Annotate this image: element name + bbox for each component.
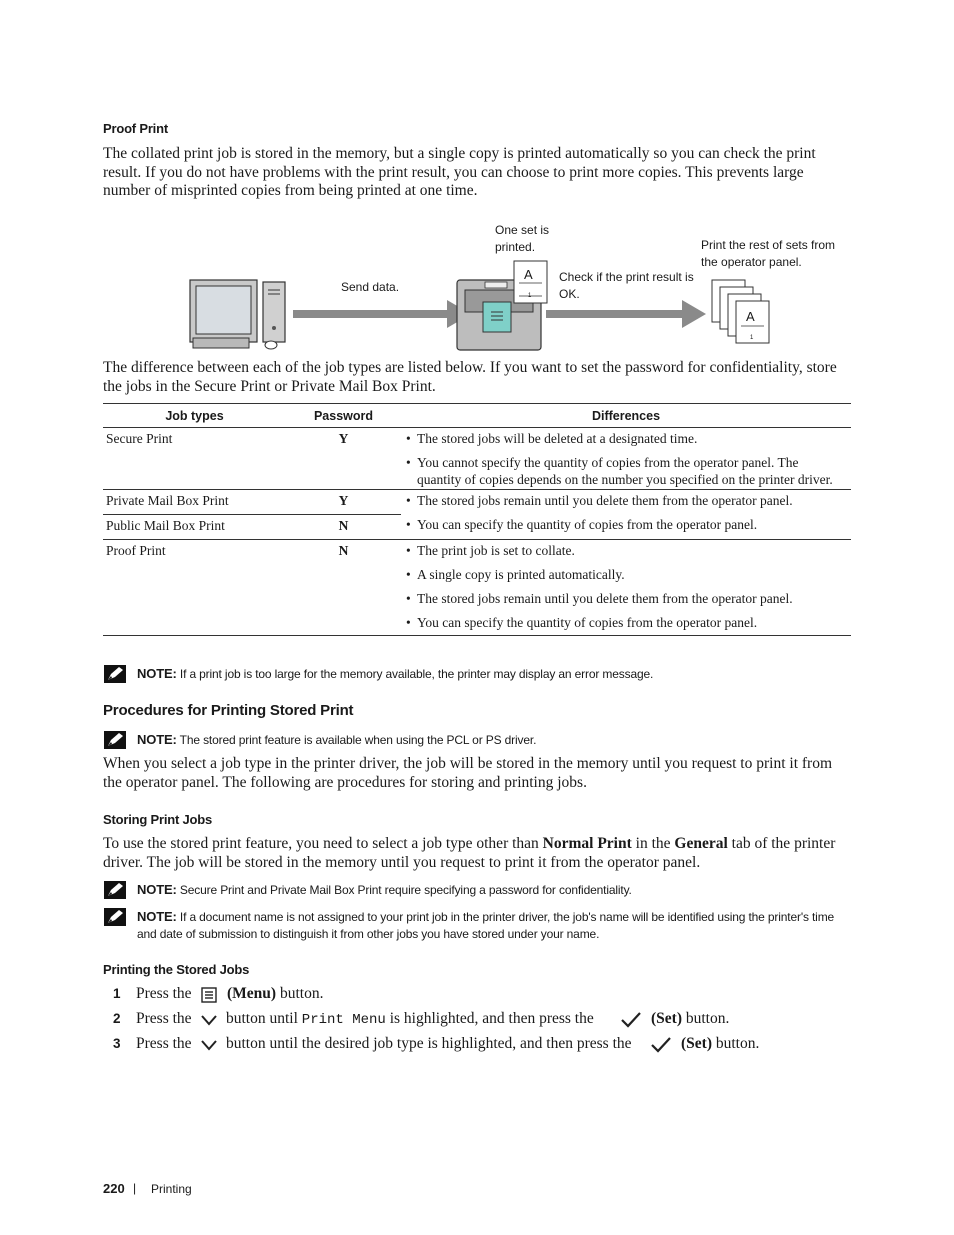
- section-heading-storing: Storing Print Jobs: [103, 812, 213, 827]
- list-item: • The stored jobs will be deleted at a designated time.: [401, 430, 833, 447]
- checkmark-icon: [620, 1011, 642, 1029]
- job-type-cell: [103, 490, 286, 540]
- section-heading-proof-print: Proof Print: [103, 121, 168, 136]
- list-item: • You can specify the quantity of copies from the operator panel.: [401, 516, 833, 533]
- print-rest-arrow: [546, 300, 706, 328]
- note-memory: [137, 665, 852, 683]
- step-text: [681, 1035, 759, 1054]
- private-mailbox-name: Private Mail Box Print: [103, 492, 286, 515]
- send-data-label: Send data.: [341, 280, 400, 294]
- table-row: [103, 428, 851, 490]
- menu-button-name: (Menu): [227, 985, 277, 1002]
- note-password: [137, 881, 852, 899]
- job-type-cell: Secure Print: [106, 431, 173, 446]
- check-label: Check if the print result is OK.: [559, 270, 694, 301]
- public-mailbox-password: N: [338, 518, 349, 533]
- procedures-paragraph: When you select a job type in the printer driver, the job will be stored in the memory until you request to print it from the operator panel. The following are procedures for storing and printing jobs.: [103, 755, 832, 791]
- header-password: Password: [286, 404, 401, 428]
- page-letter-stack: A: [746, 309, 755, 324]
- page-stack-icon: [712, 280, 769, 343]
- step-1: [103, 985, 853, 1005]
- step-text-part: button until: [226, 1010, 298, 1027]
- note-label: NOTE:: [137, 732, 177, 747]
- table-row: [103, 490, 851, 540]
- step-text-part: is highlighted, and then press the: [389, 1010, 594, 1027]
- normal-print-term: Normal Print: [542, 835, 632, 852]
- print-menu-code: Print Menu: [301, 1012, 386, 1028]
- differences-cell: [401, 490, 851, 540]
- public-mailbox-name: Public Mail Box Print: [106, 518, 225, 533]
- set-button-name: (Set): [651, 1010, 682, 1027]
- password-cell: Y: [338, 431, 349, 446]
- step-text: [226, 1010, 594, 1030]
- note-label: NOTE:: [137, 909, 177, 924]
- one-set-label: One set is printed.: [495, 223, 550, 254]
- note-pencil-icon: [104, 731, 126, 749]
- list-item: • You cannot specify the quantity of copies from the operator panel. The quantity of copies depends on the number you specified on the printer driver.: [401, 454, 833, 488]
- step-text: Press the: [136, 1010, 192, 1027]
- list-item: • A single copy is printed automatically.: [401, 566, 833, 583]
- print-rest-label: Print the rest of sets from the operator panel.: [701, 238, 836, 269]
- chevron-down-icon: [200, 1013, 218, 1027]
- storing-text: in the: [631, 835, 675, 852]
- note-text: If a print job is too large for the memory available, the printer may display an error message.: [179, 667, 654, 681]
- step-text-end: button.: [715, 1035, 760, 1052]
- footer-separator: |: [133, 1181, 137, 1195]
- step-number: 2: [113, 1011, 121, 1026]
- proof-print-diagram: [185, 220, 855, 355]
- note-pencil-icon: [104, 881, 126, 899]
- note-document-name: [137, 908, 852, 943]
- set-button-name: (Set): [681, 1035, 712, 1052]
- step-text: button until the desired job type is highlighted, and then press the: [226, 1035, 632, 1052]
- step-number: 1: [113, 986, 121, 1001]
- step-text-end: button.: [279, 985, 324, 1002]
- step-3: [103, 1035, 853, 1055]
- job-types-table: [103, 403, 851, 636]
- step-text: [651, 1010, 729, 1029]
- note-stored-print: [137, 731, 852, 749]
- page-number-stack: 1: [750, 335, 754, 341]
- computer-icon: [190, 280, 285, 349]
- differences-cell: [401, 428, 851, 490]
- storing-text: To use the stored print feature, you need to select a job type other than: [103, 835, 543, 852]
- page-number-single: 1: [528, 293, 532, 299]
- list-item: • The stored jobs remain until you delete them from the operator panel.: [401, 492, 833, 509]
- proof-print-paragraph: The collated print job is stored in the memory, but a single copy is printed automatically so you can check the print result. If you do not have problems with the print result, you can choose to print more copies. This prevents large number of misprinted copies from being printed at one time.: [103, 145, 816, 199]
- send-arrow: [293, 300, 471, 328]
- storing-paragraph: [103, 835, 851, 872]
- step-text-end: button.: [685, 1010, 730, 1027]
- chevron-down-icon: [200, 1038, 218, 1052]
- note-pencil-icon: [104, 665, 126, 683]
- footer-section: Printing: [151, 1182, 192, 1196]
- list-item: • You can specify the quantity of copies from the operator panel.: [401, 614, 833, 631]
- note-label: NOTE:: [137, 666, 177, 681]
- section-heading-procedures: Procedures for Printing Stored Print: [103, 702, 354, 719]
- private-mailbox-password: Y: [286, 492, 401, 515]
- note-text: The stored print feature is available when using the PCL or PS driver.: [179, 733, 537, 747]
- table-row: [103, 540, 851, 636]
- note-text: If a document name is not assigned to your print job in the printer driver, the job's name will be identified using the printer's time and date of submission to distinguish it from other jobs you have stored under your name.: [137, 910, 835, 941]
- job-type-cell: Proof Print: [106, 543, 166, 558]
- table-intro-paragraph: The difference between each of the job types are listed below. If you want to set the password for confidentiality, store the jobs in the Secure Print or Private Mail Box Print.: [103, 359, 837, 395]
- password-cell: [286, 490, 401, 540]
- storing-text: tab of the printer driver. The job will be stored in the memory until you request to print it from the operator panel.: [103, 835, 836, 871]
- header-job-types: Job types: [103, 404, 286, 428]
- page-letter-single: A: [524, 267, 533, 282]
- section-heading-printing: Printing the Stored Jobs: [103, 962, 250, 977]
- password-cell: N: [338, 543, 349, 558]
- menu-icon: [201, 987, 217, 1003]
- note-pencil-icon: [104, 908, 126, 926]
- note-text: Secure Print and Private Mail Box Print require specifying a password for confidentiality.: [179, 883, 632, 897]
- step-text: [227, 985, 323, 1004]
- page-number: 220: [103, 1181, 125, 1196]
- table-header-row: [103, 404, 851, 428]
- note-label: NOTE:: [137, 882, 177, 897]
- step-text: Press the: [136, 1035, 192, 1052]
- header-differences: Differences: [401, 404, 851, 428]
- step-text: Press the: [136, 985, 192, 1002]
- general-tab-term: General: [674, 835, 728, 852]
- list-item: • The print job is set to collate.: [401, 542, 833, 559]
- step-2: [103, 1010, 853, 1030]
- differences-cell: [401, 540, 851, 636]
- step-number: 3: [113, 1036, 121, 1051]
- list-item: • The stored jobs remain until you delete them from the operator panel.: [401, 590, 833, 607]
- checkmark-icon: [650, 1036, 672, 1054]
